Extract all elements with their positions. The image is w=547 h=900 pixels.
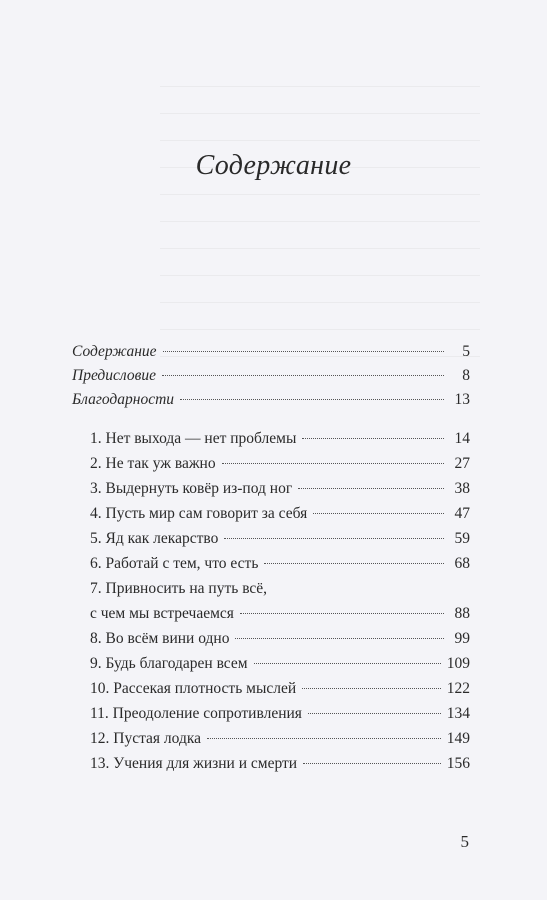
toc-entry [90,551,470,576]
toc-entry [90,701,470,726]
dot-leader [254,663,441,664]
toc-entry [90,751,470,776]
dot-leader [308,713,441,714]
toc-entry-label: 9. Будь благодарен всем [90,655,248,672]
toc-entry [90,626,470,651]
toc-entry-label: 11. Преодоление сопротивления [90,705,302,722]
toc-entry-page: 68 [454,555,470,572]
toc-entry-label: 13. Учения для жизни и смерти [90,755,298,772]
toc-entry [72,388,470,412]
toc-entry-page: 38 [454,480,470,497]
toc-entry [90,526,470,551]
toc-entry [72,340,470,364]
toc-entry-label: 5. Яд как лекарство [90,530,219,547]
dot-leader [235,638,444,639]
toc-entry-label: Предисловие [72,367,156,384]
toc-entry [90,501,470,526]
toc-entry-label: 4. Пусть мир сам говорит за себя [90,505,308,522]
dot-leader [207,738,441,739]
toc-entry-label: 12. Пустая лодка [90,730,202,747]
toc-entry-page: 5 [462,343,470,360]
dot-leader [302,438,444,439]
toc-entry [90,601,470,626]
dot-leader [303,763,441,764]
toc-entry-page: 13 [454,391,470,408]
dot-leader [224,538,444,539]
toc-entry-label: Благодарности [72,391,175,408]
dot-leader [163,351,444,352]
dot-leader [222,463,444,464]
toc-entry-label: 10. Рассекая плотность мыслей [90,680,297,697]
toc-entry-page: 149 [446,730,470,747]
toc-entry-page: 88 [454,605,470,622]
dot-leader [162,375,444,376]
toc-entry-page: 99 [454,630,470,647]
bleed-through-text [160,60,480,360]
toc-entry-page: 59 [454,530,470,547]
toc-entry-page: 134 [446,705,470,722]
toc-entry [90,726,470,751]
toc-entry-page: 109 [446,655,470,672]
toc-entry [90,451,470,476]
toc-entry-label: 1. Нет выхода — нет проблемы [90,430,297,447]
toc-entry-page: 27 [454,455,470,472]
dot-leader [264,563,444,564]
toc-entry [72,364,470,388]
toc-entry-label: 8. Во всём вини одно [90,630,230,647]
toc-entry-label: 3. Выдернуть ковёр из-под ног [90,480,293,497]
toc-entry-page: 14 [454,430,470,447]
toc-entry-page: 156 [446,755,470,772]
toc-entry-page: 47 [454,505,470,522]
dot-leader [298,488,444,489]
page-number: 5 [460,832,469,851]
toc-entry-label: Содержание [72,343,157,360]
toc-entry [90,476,470,501]
dot-leader [313,513,444,514]
toc-entry-label-line1: 7. Привносить на путь всё, [90,580,268,597]
toc-entry-page: 8 [462,367,470,384]
toc-entry-label: 2. Не так уж важно [90,455,216,472]
dot-leader [240,613,444,614]
toc-entry [90,426,470,451]
page-title: Содержание [195,150,352,181]
toc-entry-label: 6. Работай с тем, что есть [90,555,259,572]
chapter-list [72,426,470,776]
table-of-contents [72,340,470,776]
toc-entry [90,651,470,676]
toc-entry-label-line2: с чем мы встречаемся [90,605,234,622]
toc-entry-page: 122 [446,680,470,697]
front-matter [72,340,470,412]
toc-entry [90,676,470,701]
dot-leader [180,399,444,400]
dot-leader [302,688,441,689]
